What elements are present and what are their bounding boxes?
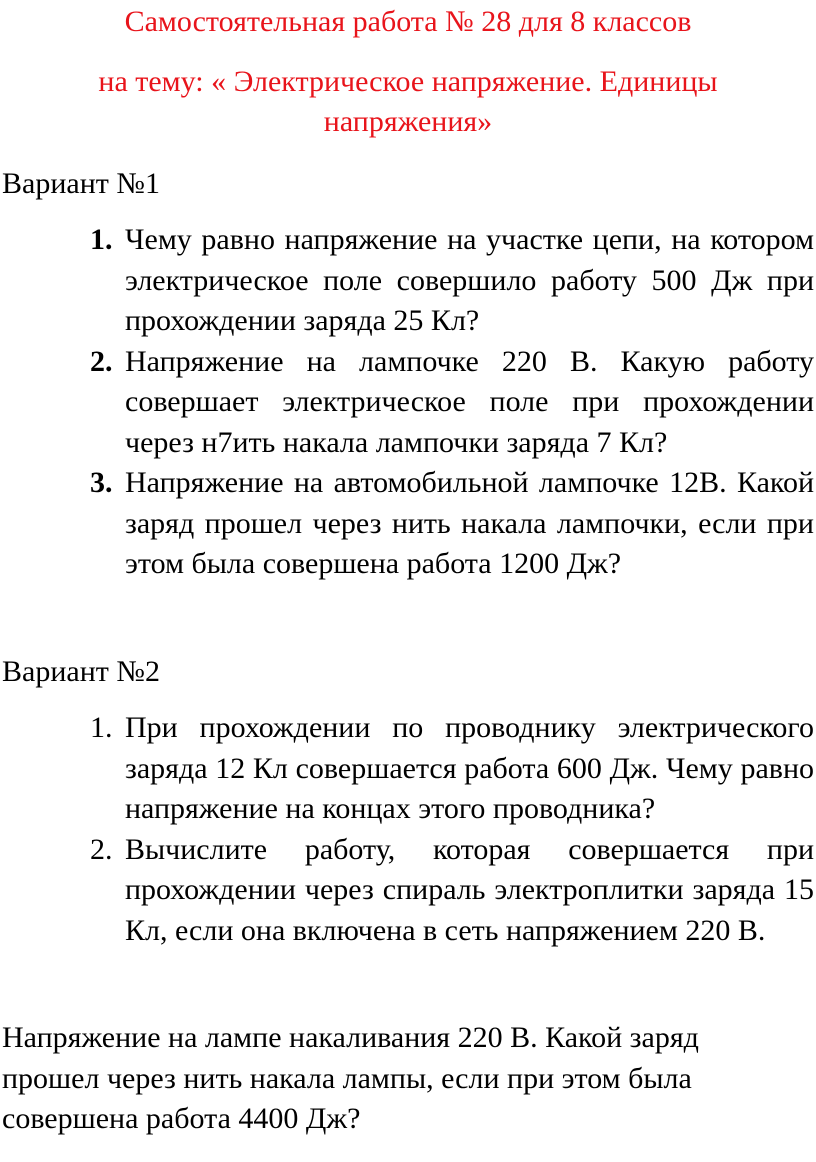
task-number: 1. [90, 223, 113, 256]
variant-2-task-list [0, 708, 816, 951]
task-item [0, 708, 816, 830]
task-text: Напряжение на лампочке 220 В. Какую работу совершает электрическое поле при прохождении через н7ить накала лампочки заряда 7 Кл? [125, 344, 814, 459]
task-text: Чему равно напряжение на участке цепи, на котором электрическое поле совершило работу 500 Дж при прохождении заряда 25 Кл? [125, 223, 814, 337]
variant-2-heading: Вариант №2 [2, 655, 160, 688]
task-item [0, 463, 816, 585]
task-text: При прохождении по проводнику электрического заряда 12 Кл совершается работа 600 Дж. Чему равно напряжение на концах этого проводника? [125, 711, 814, 825]
document-topic: на тему: « Электрическое напряжение. Единицы напряжения» [98, 65, 718, 138]
document-title: Самостоятельная работа № 28 для 8 классов [124, 5, 692, 38]
task-item [0, 342, 816, 464]
task-item [0, 830, 816, 952]
task-number: 3. [90, 466, 113, 499]
task-number: 2. [90, 344, 113, 378]
task-number: 2. [90, 832, 113, 866]
task-text: Напряжение на автомобильной лампочке 12В. Какой заряд прошел через нить накала лампочки, если при этом была совершена работа 1200 Дж? [125, 466, 814, 580]
task-item [0, 220, 816, 342]
extra-task-paragraph: Напряжение на лампе накаливания 220 В. Какой заряд прошел через нить накала лампы, если при этом была совершена работа 4400 Дж? [2, 1021, 699, 1135]
variant-1-task-list [0, 220, 816, 585]
variant-1-heading: Вариант №1 [2, 167, 160, 200]
task-number: 1. [90, 711, 113, 744]
task-text: Вычислите работу, которая совершается при прохождении через спираль электроплитки заряда 15 Кл, если она включена в сеть напряжением 220 В. [125, 832, 814, 947]
